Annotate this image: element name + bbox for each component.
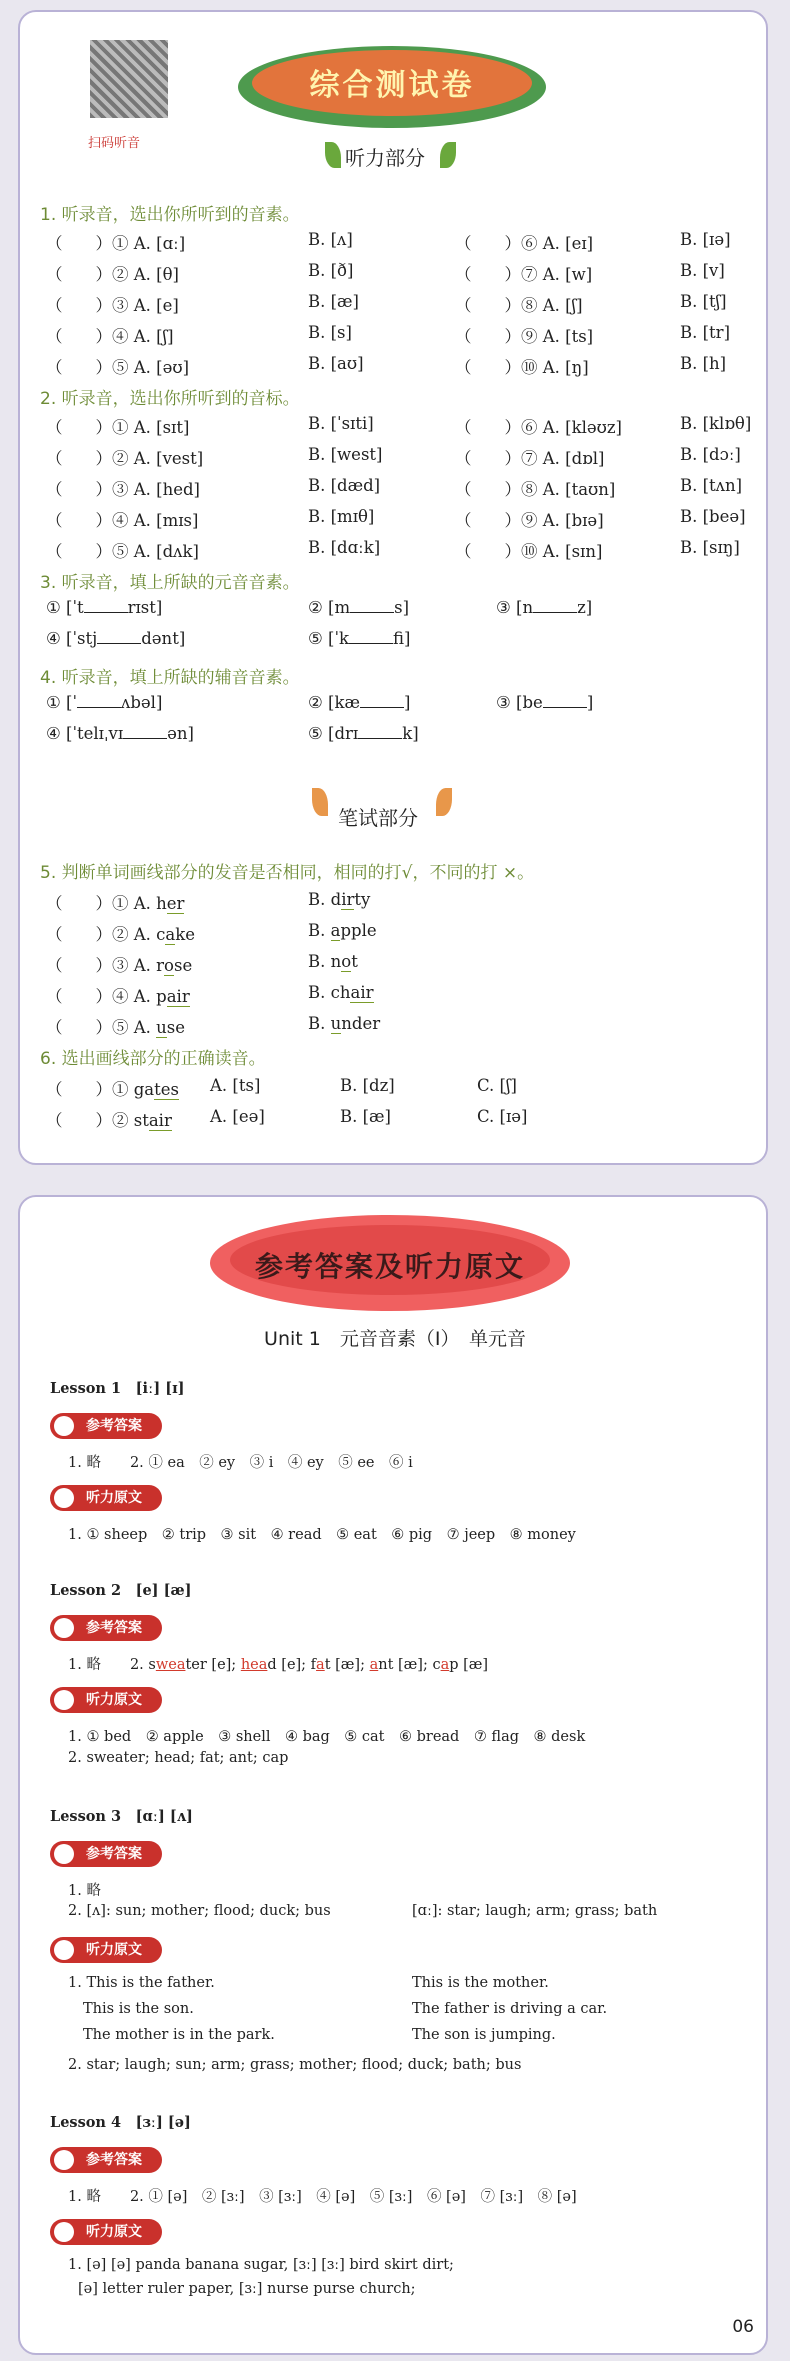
unit-title: Unit 1 元音音素（Ⅰ） 单元音 [264,1328,526,1350]
question-row [20,890,766,918]
underlined-letters: ir [341,890,355,909]
option-a: （ ）⑩ A. [ŋ] [455,358,589,377]
title-banner [238,46,546,128]
option-a: （ ）① A. [ɑː] [46,234,186,253]
option-a: （ ）⑨ A. [ts] [455,327,594,346]
lesson-4-answer: 1. 略 2. ① [ə] ② [ɜː] ③ [ɜː] ④ [ə] ⑤ [ɜː] ⑥ [ə] ⑦ [ɜː] ⑧ [ə] [68,2189,577,2205]
option-c: C. [ɪə] [477,1107,528,1126]
qr-caption: 扫码听音 [88,136,141,151]
option-b: B. [v] [680,261,725,280]
answer-tag: 参考答案 [50,1615,162,1641]
highlighted-letters: a [440,1657,450,1673]
option-b: B. [aʊ] [308,354,364,373]
underlined-letters: u [330,1014,342,1033]
option-b: B. [mɪθ] [308,507,375,526]
blank-line [349,629,393,644]
fill-item: ③ [be ] [496,693,594,712]
question-row [20,261,766,289]
underlined-letters: a [330,921,341,940]
option-b: B. [ð] [308,261,354,280]
listening-tag: 听力原文 [50,2219,162,2245]
option-b: B. [dɔː] [680,445,741,464]
listening-line: This is the son. [83,2001,194,2017]
magnifier-icon [54,1690,74,1710]
underlined-letters: air [148,1111,172,1130]
question-row [20,230,766,258]
banner-title: 综合测试卷 [309,68,475,103]
fill-item: ④ [ˈtelɪˌvɪ ən] [46,724,194,743]
option-b: B. [æ] [308,292,359,311]
blank-line [533,598,577,613]
listening-line: The son is jumping. [412,2027,556,2043]
listening-tag: 听力原文 [50,1687,162,1713]
option-b: B. [æ] [340,1107,391,1126]
blank-line [360,693,404,708]
word-a: （ ）② A. cake [46,925,196,944]
listening-tag: 听力原文 [50,1937,162,1963]
underlined-letters: tes [154,1080,180,1099]
option-a: （ ）② A. [θ] [46,265,179,284]
listening-line: 1. This is the father. [68,1975,215,1991]
blank-line [123,724,167,739]
answer-tag: 参考答案 [50,1413,162,1439]
question-row [20,445,766,473]
magnifier-icon [54,1940,74,1960]
word-b: B. chair [308,983,374,1002]
answer-tag: 参考答案 [50,1841,162,1867]
listening-line: The father is driving a car. [412,2001,608,2017]
qr-code[interactable] [90,40,168,118]
blank-line [84,598,128,613]
option-a: （ ）⑤ A. [əʊ] [46,358,190,377]
lesson-4-title: Lesson 4 [ɜː] [ə] [50,2114,191,2131]
underlined-letters: u [156,1018,167,1037]
option-a: （ ）⑦ A. [dɒl] [455,449,605,468]
option-a: （ ）⑧ A. [taʊn] [455,480,616,499]
highlighted-letters: wea [155,1657,186,1673]
lesson-3-answer-2b: [ɑː]: star; laugh; arm; grass; bath [412,1903,658,1919]
option-a: （ ）④ A. [ʃ] [46,327,174,346]
lesson-2-answer: 1. 略 2. sweater [e]; head [e]; fat [æ]; ant [æ]; cap [æ] [68,1657,489,1673]
word-a: （ ）① A. her [46,894,185,913]
option-a: （ ）③ A. [hed] [46,480,200,499]
fill-item: ① [ˈt rɪst] [46,598,163,617]
question-row [20,921,766,949]
word: （ ）① gates [46,1080,180,1099]
page-number: 06 [732,2317,754,2337]
fill-item: ③ [n z] [496,598,593,617]
arrow-down-icon [54,2150,74,2170]
question-5-title: 5. 判断单词画线部分的发音是否相同，相同的打√，不同的打 ×。 [40,863,535,883]
lesson-3-title: Lesson 3 [ɑː] [ʌ] [50,1808,193,1825]
underlined-letters: a [165,925,176,944]
arrow-down-icon [54,1416,74,1436]
option-b: B. [tʃ] [680,292,727,311]
question-row [20,476,766,504]
option-b: B. [dɑːk] [308,538,381,557]
lesson-1-title: Lesson 1 [iː] [ɪ] [50,1380,185,1397]
option-b: B. [ˈsɪti] [308,414,374,433]
question-row [20,414,766,442]
option-b: B. [sɪŋ] [680,538,740,557]
question-row [20,1107,766,1135]
listening-line: The mother is in the park. [83,2027,275,2043]
lesson-2-listening-1: 1. ① bed ② apple ③ shell ④ bag ⑤ cat ⑥ bread ⑦ flag ⑧ desk [68,1729,586,1745]
lesson-2-title: Lesson 2 [e] [æ] [50,1582,192,1599]
option-b: B. [tʌn] [680,476,743,495]
fill-item: ⑤ [drɪ k] [308,724,419,743]
lesson-4-listening-1: 1. [ə] [ə] panda banana sugar, [ɜː] [ɜː] bird skirt dirt; [68,2257,454,2273]
question-row [20,354,766,382]
question-row [20,292,766,320]
leaf-icon [440,142,456,168]
lesson-4-listening-2: [ə] letter ruler paper, [ɜː] nurse purse church; [78,2281,416,2297]
fill-item: ⑤ [ˈk fi] [308,629,411,648]
option-b: B. [dæd] [308,476,381,495]
option-a: A. [eə] [210,1107,265,1126]
question-row [20,1014,766,1042]
option-b: B. [h] [680,354,727,373]
arrow-down-icon [54,1618,74,1638]
option-a: （ ）② A. [vest] [46,449,204,468]
writing-header: 笔试部分 [338,806,418,830]
underlined-letters: o [341,952,352,971]
highlighted-letters: a [316,1657,325,1673]
fill-item: ② [m s] [308,598,410,617]
underlined-letters: air [350,983,374,1002]
option-a: （ ）⑨ A. [bɪə] [455,511,604,530]
fill-item: ④ [ˈstj dənt] [46,629,186,648]
word-b: B. apple [308,921,377,940]
leaf-icon [325,142,341,168]
blank-line [77,693,121,708]
lesson-1-answer: 1. 略 2. ① ea ② ey ③ i ④ ey ⑤ ee ⑥ i [68,1455,413,1471]
word-a: （ ）③ A. rose [46,956,193,975]
option-a: （ ）⑥ A. [eɪ] [455,234,594,253]
word-b: B. under [308,1014,381,1033]
option-a: （ ）① A. [sɪt] [46,418,190,437]
option-c: C. [ʃ] [477,1076,517,1095]
option-a: （ ）③ A. [e] [46,296,179,315]
leaf-icon [436,788,452,816]
option-b: B. [dz] [340,1076,395,1095]
option-a: （ ）④ A. [mɪs] [46,511,199,530]
blank-line [543,693,587,708]
answer-banner [210,1215,570,1311]
option-b: B. [klɒθ] [680,414,752,433]
test-sheet [18,10,768,1165]
arrow-down-icon [54,1844,74,1864]
question-6-title: 6. 选出画线部分的正确读音。 [40,1049,266,1069]
blank-line [97,629,141,644]
underlined-letters: air [166,987,190,1006]
lesson-1-listening: 1. ① sheep ② trip ③ sit ④ read ⑤ eat ⑥ pig ⑦ jeep ⑧ money [68,1527,576,1543]
highlighted-letters: a [369,1657,379,1673]
listening-header: 听力部分 [345,146,425,170]
option-a: （ ）⑤ A. [dʌk] [46,542,199,561]
option-b: B. [tr] [680,323,731,342]
answer-tag: 参考答案 [50,2147,162,2173]
lesson-3-answer-2a: 2. [ʌ]: sun; mother; flood; duck; bus [68,1903,331,1919]
question-4-title: 4. 听录音，填上所缺的辅音音素。 [40,668,300,688]
word-a: （ ）⑤ A. use [46,1018,186,1037]
answer-sheet [18,1195,768,2355]
question-row [20,952,766,980]
question-row [20,323,766,351]
word-a: （ ）④ A. pair [46,987,190,1006]
option-a: （ ）⑩ A. [sɪn] [455,542,603,561]
listening-line: This is the mother. [412,1975,549,1991]
listening-tag: 听力原文 [50,1485,162,1511]
option-b: B. [west] [308,445,383,464]
question-row [20,1076,766,1104]
blank-line [350,598,394,613]
fill-item: ② [kæ ] [308,693,411,712]
lesson-2-listening-2: 2. sweater; head; fat; ant; cap [68,1750,289,1766]
question-3-title: 3. 听录音，填上所缺的元音音素。 [40,573,300,593]
word-b: B. dirty [308,890,371,909]
lesson-3-listening-2: 2. star; laugh; sun; arm; grass; mother; flood; duck; bath; bus [68,2057,522,2073]
magnifier-icon [54,1488,74,1508]
highlighted-letters: hea [240,1657,268,1673]
underlined-letters: er [166,894,185,913]
question-row [20,983,766,1011]
leaf-icon [312,788,328,816]
option-a: A. [ts] [210,1076,261,1095]
option-b: B. [ʌ] [308,230,353,249]
question-row [20,507,766,535]
blank-line [358,724,402,739]
word-b: B. not [308,952,358,971]
question-2-title: 2. 听录音，选出你所听到的音标。 [40,389,300,409]
magnifier-icon [54,2222,74,2242]
lesson-3-answer-1: 1. 略 [68,1883,101,1899]
option-a: （ ）⑦ A. [w] [455,265,593,284]
question-row [20,538,766,566]
option-b: B. [beə] [680,507,746,526]
option-b: B. [s] [308,323,352,342]
word: （ ）② stair [46,1111,172,1130]
fill-item: ① [ˈ ʌbəl] [46,693,163,712]
question-1-title: 1. 听录音，选出你所听到的音素。 [40,205,300,225]
underlined-letters: o [164,956,174,975]
option-a: （ ）⑧ A. [ʃ] [455,296,583,315]
option-a: （ ）⑥ A. [kləʊz] [455,418,622,437]
answer-banner-title: 参考答案及听力原文 [254,1250,525,1283]
option-b: B. [ɪə] [680,230,731,249]
